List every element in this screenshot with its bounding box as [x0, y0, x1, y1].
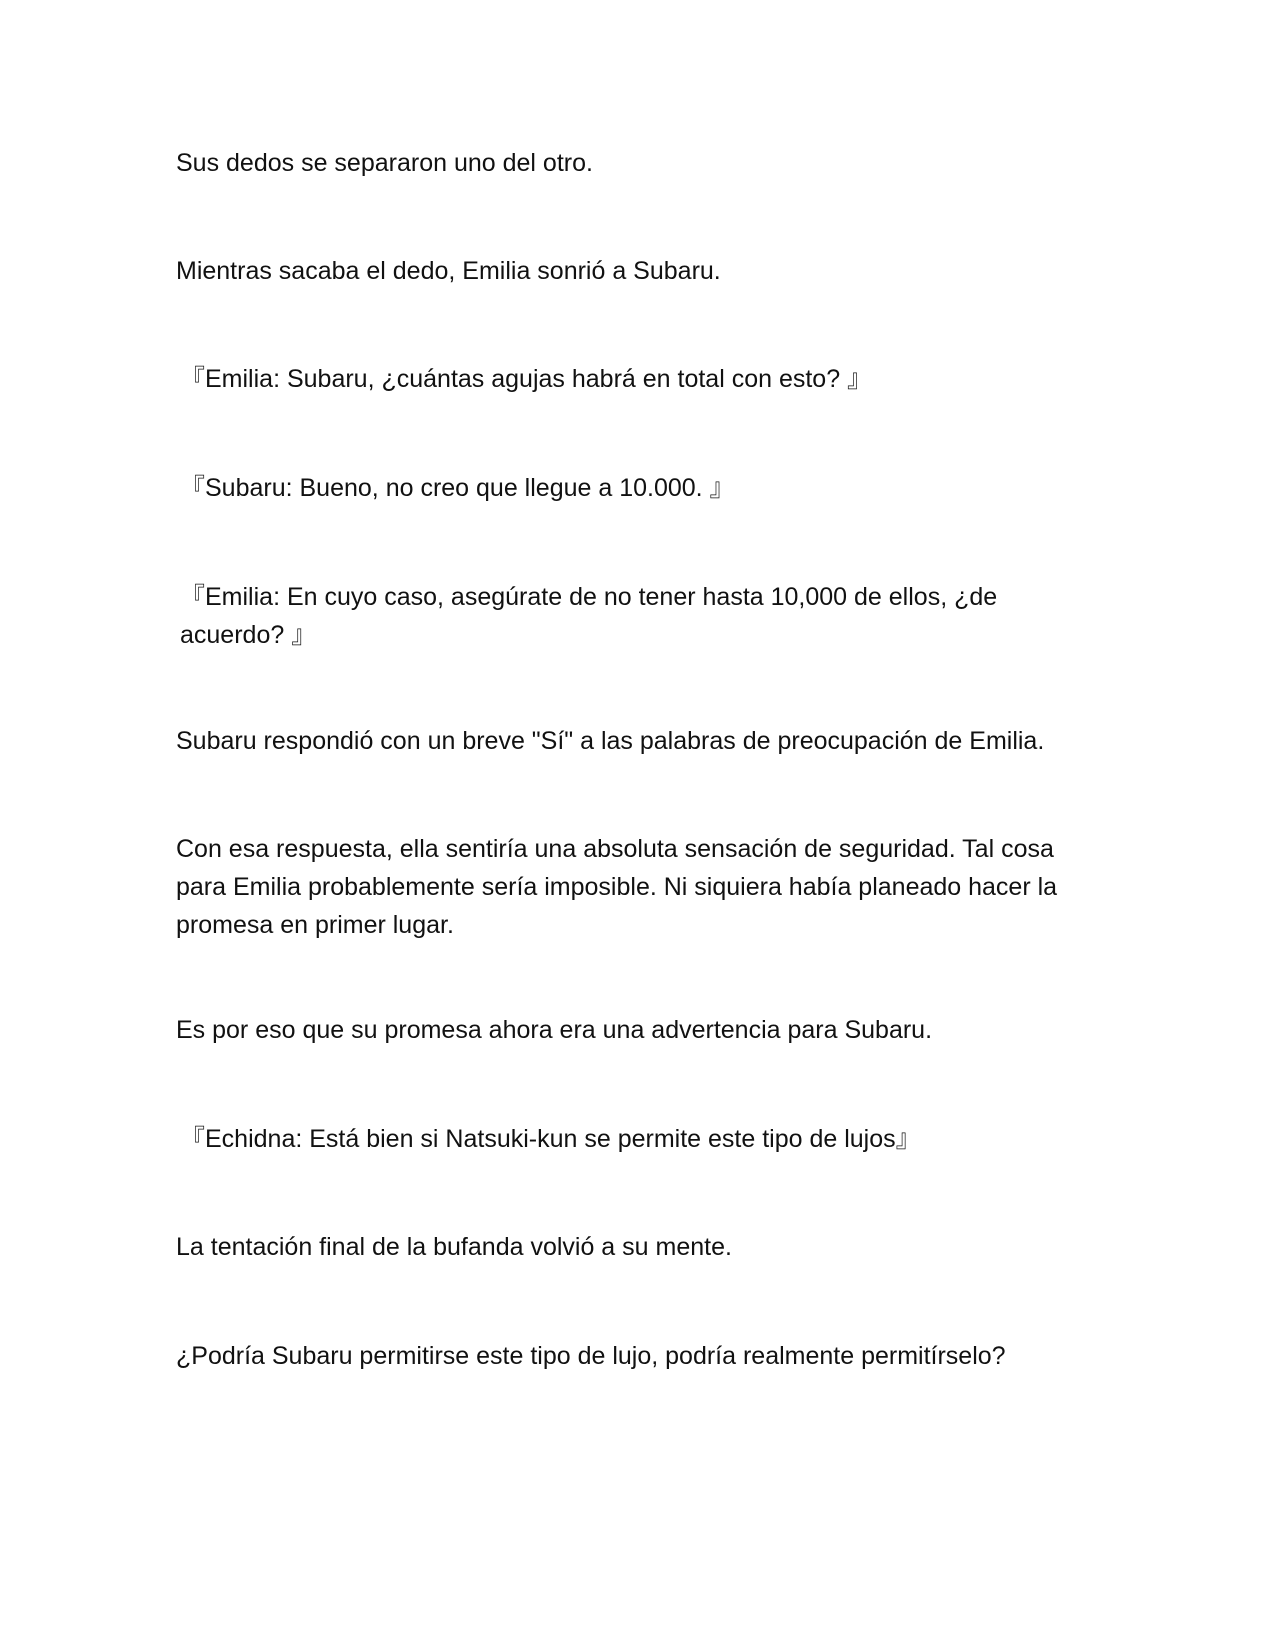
paragraph-11: ¿Podría Subaru permitirse este tipo de lujo, podría realmente permitírselo? — [176, 1342, 1006, 1370]
paragraph-1: Sus dedos se separaron uno del otro. — [176, 149, 593, 177]
dialogue-emilia-1: 『Emilia: Subaru, ¿cuántas agujas habrá en total con esto? 』 — [180, 365, 873, 393]
paragraph-6: Subaru respondió con un breve "Sí" a las palabras de preocupación de Emilia. — [176, 727, 1045, 755]
paragraph-8: Es por eso que su promesa ahora era una advertencia para Subaru. — [176, 1016, 933, 1044]
paragraph-7: Con esa respuesta, ella sentiría una absoluta sensación de seguridad. Tal cosa para Emilia probablemente sería imposible. Ni siquiera había planeado hacer la promesa en primer lugar. — [176, 835, 1058, 939]
dialogue-emilia-2: 『Emilia: En cuyo caso, asegúrate de no tener hasta 10,000 de ellos, ¿de acuerdo? 』 — [180, 583, 998, 649]
paragraph-2: Mientras sacaba el dedo, Emilia sonrió a Subaru. — [176, 257, 721, 285]
dialogue-subaru-1: 『Subaru: Bueno, no creo que llegue a 10.000. 』 — [180, 474, 735, 502]
dialogue-echidna: 『Echidna: Está bien si Natsuki-kun se permite este tipo de lujos』 — [180, 1125, 921, 1153]
paragraph-10: La tentación final de la bufanda volvió a su mente. — [176, 1233, 732, 1261]
